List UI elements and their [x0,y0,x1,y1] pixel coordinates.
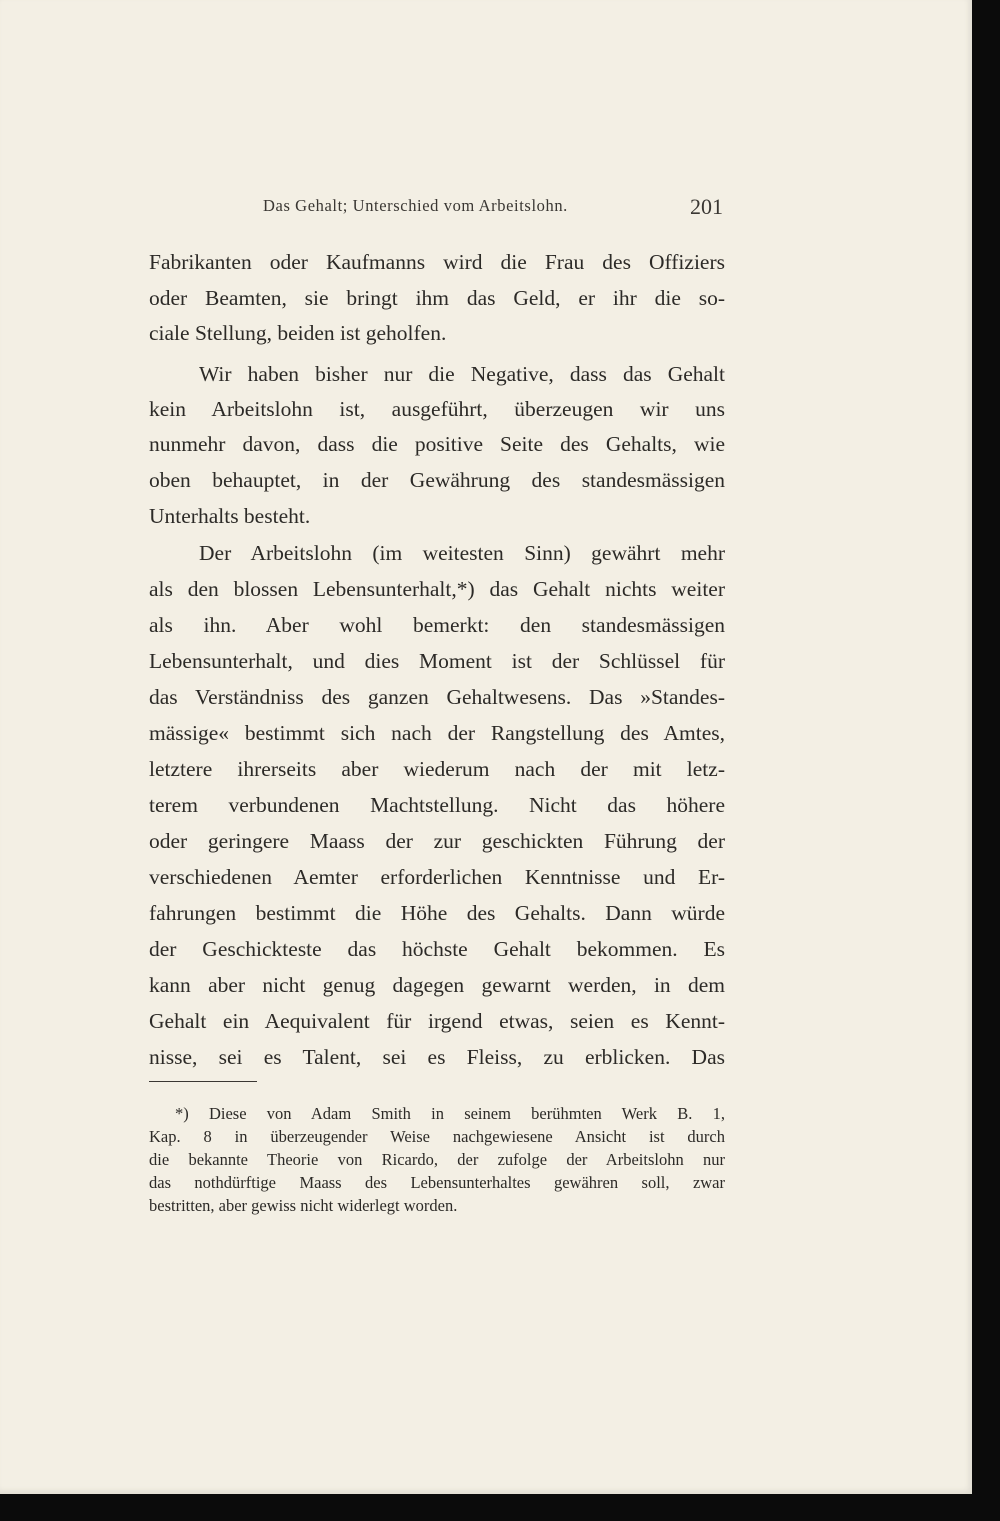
footnote-line: die bekannte Theorie von Ricardo, der zufolge der Arbeitslohn nur [149,1150,725,1169]
body-line: fahrungen bestimmt die Höhe des Gehalts. Dann würde [149,901,725,925]
body-line: verschiedenen Aemter erforderlichen Kenntnisse und Er- [149,865,725,889]
body-line: oder Beamten, sie bringt ihm das Geld, er ihr die so- [149,286,725,310]
body-line: als den blossen Lebensunterhalt,*) das Gehalt nichts weiter [149,577,725,601]
body-line: als ihn. Aber wohl bemerkt: den standesmässigen [149,613,725,637]
body-line: nisse, sei es Talent, sei es Fleiss, zu erblicken. Das [149,1045,725,1069]
body-line: Unterhalts besteht. [149,504,311,528]
body-line: mässige« bestimmt sich nach der Rangstellung des Amtes, [149,721,725,745]
body-line: letztere ihrerseits aber wiederum nach der mit letz- [149,757,725,781]
body-line: Lebensunterhalt, und dies Moment ist der Schlüssel für [149,649,725,673]
page-number: 201 [690,194,723,219]
running-title: Das Gehalt; Unterschied vom Arbeitslohn. [263,196,568,215]
body-line: kein Arbeitslohn ist, ausgeführt, überzeugen wir uns [149,397,725,421]
footnote-line: das nothdürftige Maass des Lebensunterhaltes gewähren soll, zwar [149,1173,725,1192]
body-line: Gehalt ein Aequivalent für irgend etwas, seien es Kennt- [149,1009,725,1033]
body-line: Der Arbeitslohn (im weitesten Sinn) gewährt mehr [199,541,725,565]
body-line: ciale Stellung, beiden ist geholfen. [149,321,447,345]
footnote-rule [149,1081,257,1082]
body-line: terem verbundenen Machtstellung. Nicht das höhere [149,793,725,817]
body-line: oder geringere Maass der zur geschickten Führung der [149,829,725,853]
footnote-line: bestritten, aber gewiss nicht widerlegt worden. [149,1196,458,1215]
footnote-line: *) Diese von Adam Smith in seinem berühmten Werk B. 1, [175,1104,725,1123]
body-line: der Geschickteste das höchste Gehalt bekommen. Es [149,937,725,961]
body-line: Fabrikanten oder Kaufmanns wird die Frau des Offiziers [149,250,725,274]
body-line: nunmehr davon, dass die positive Seite des Gehalts, wie [149,432,725,456]
body-line: kann aber nicht genug dagegen gewarnt werden, in dem [149,973,725,997]
body-line: Wir haben bisher nur die Negative, dass das Gehalt [199,362,725,386]
footnote-line: Kap. 8 in überzeugender Weise nachgewiesene Ansicht ist durch [149,1127,725,1146]
body-line: oben behauptet, in der Gewährung des standesmässigen [149,468,725,492]
body-line: das Verständniss des ganzen Gehaltwesens. Das »Standes- [149,685,725,709]
